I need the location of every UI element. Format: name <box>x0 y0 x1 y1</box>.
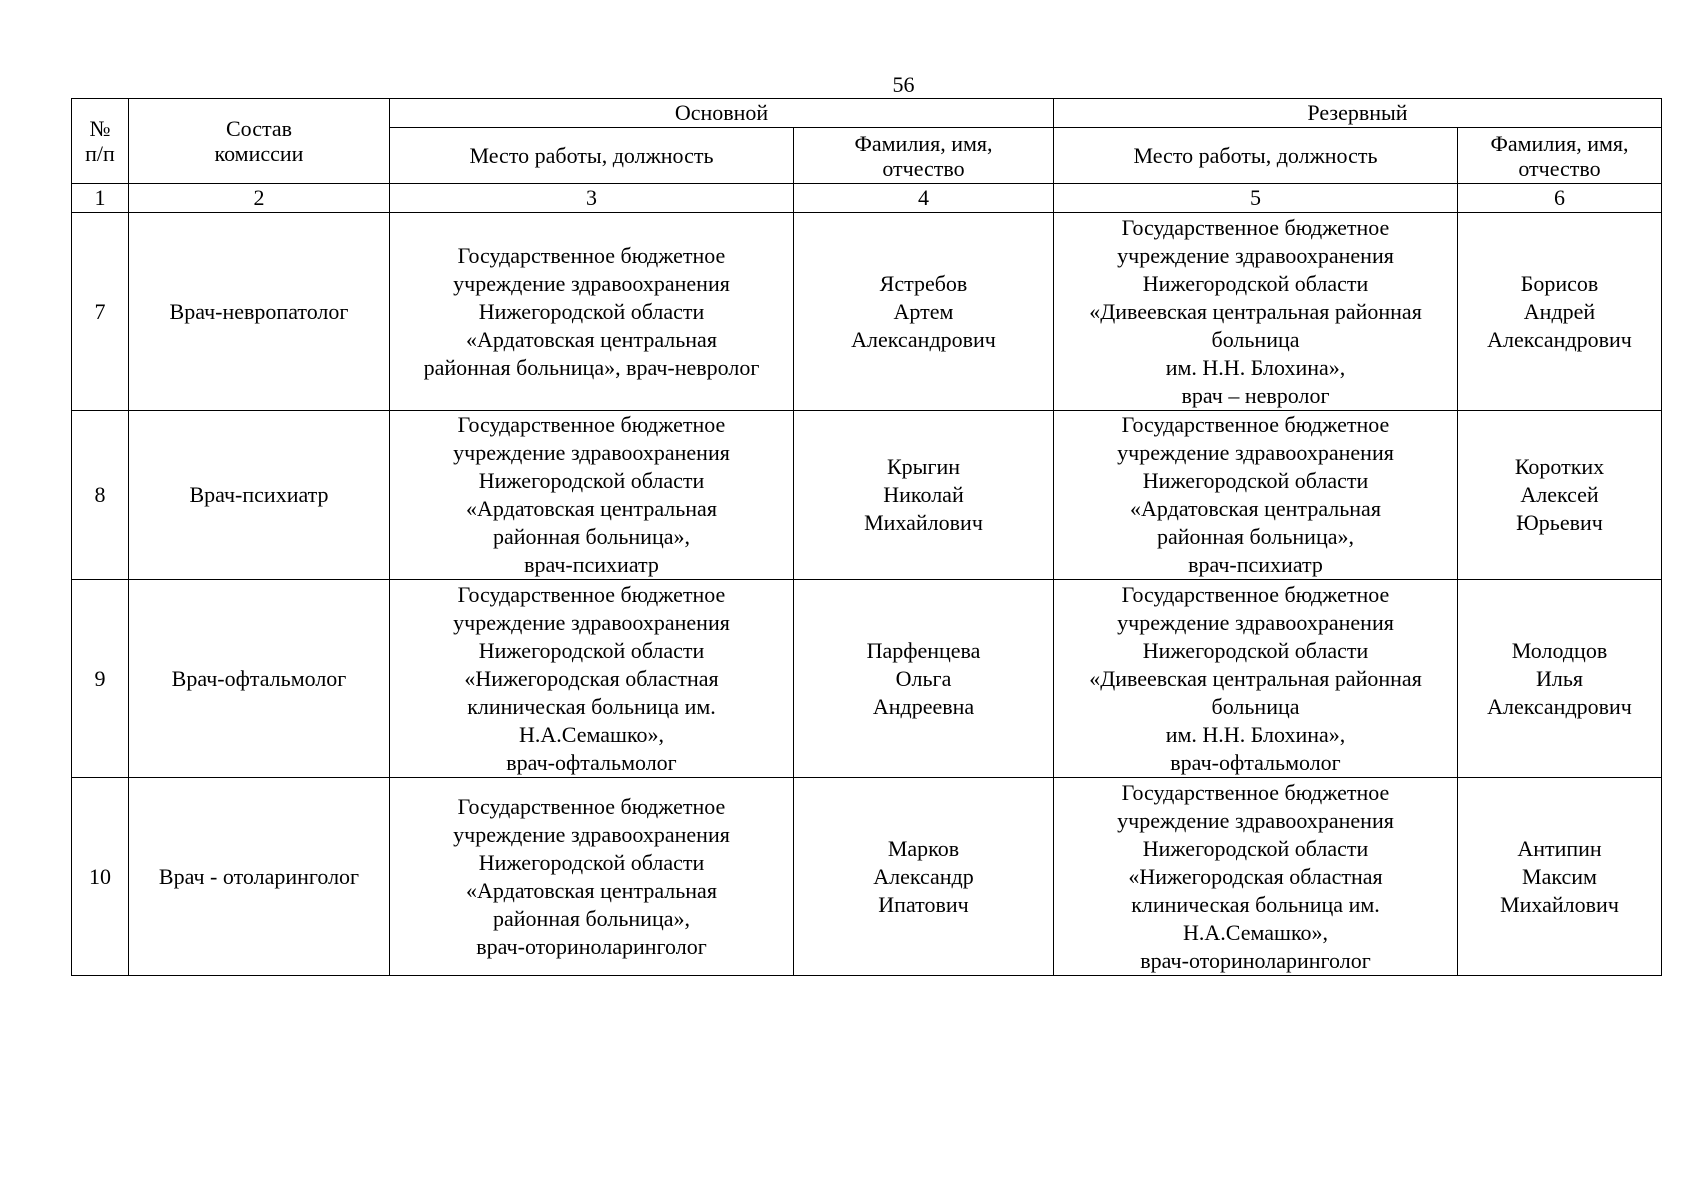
row-reserve-workplace: Государственное бюджетное учреждение здравоохранения Нижегородской области «Нижегородская областная клиническая больница им. Н.А.Семашко», врач-оториноларинголог <box>1054 778 1458 976</box>
row-reserve-workplace: Государственное бюджетное учреждение здравоохранения Нижегородской области «Ардатовская центральная районная больница», врач-психиатр <box>1054 411 1458 580</box>
row-main-workplace: Государственное бюджетное учреждение здравоохранения Нижегородской области «Ардатовская центральная районная больница», врач-психиатр <box>390 411 794 580</box>
header-composition: Состав комиссии <box>129 99 390 184</box>
column-number: 2 <box>129 184 390 213</box>
table-row <box>72 213 1662 411</box>
page-number: 56 <box>892 72 915 97</box>
row-reserve-workplace: Государственное бюджетное учреждение здравоохранения Нижегородской области «Дивеевская центральная районная больница им. Н.Н. Блохина», врач – невролог <box>1054 213 1458 411</box>
row-composition: Врач-невропатолог <box>129 213 390 411</box>
row-main-name: Крыгин Николай Михайлович <box>794 411 1054 580</box>
row-reserve-workplace: Государственное бюджетное учреждение здравоохранения Нижегородской области «Дивеевская центральная районная больница им. Н.Н. Блохина», врач-офтальмолог <box>1054 580 1458 778</box>
row-main-name: Ястребов Артем Александрович <box>794 213 1054 411</box>
row-main-name: Парфенцева Ольга Андреевна <box>794 580 1054 778</box>
header-main-workplace: Место работы, должность <box>390 128 794 184</box>
column-number: 6 <box>1458 184 1662 213</box>
row-composition: Врач-офтальмолог <box>129 580 390 778</box>
header-num: № п/п <box>72 99 129 184</box>
row-main-name: Марков Александр Ипатович <box>794 778 1054 976</box>
row-reserve-name: Борисов Андрей Александрович <box>1458 213 1662 411</box>
header-row-top <box>72 99 1662 128</box>
row-main-workplace: Государственное бюджетное учреждение здравоохранения Нижегородской области «Ардатовская центральная районная больница», врач-оториноларинголог <box>390 778 794 976</box>
table-row <box>72 411 1662 580</box>
row-reserve-name: Коротких Алексей Юрьевич <box>1458 411 1662 580</box>
table-row <box>72 580 1662 778</box>
column-number: 1 <box>72 184 129 213</box>
row-main-workplace: Государственное бюджетное учреждение здравоохранения Нижегородской области «Нижегородская областная клиническая больница им. Н.А.Семашко», врач-офтальмолог <box>390 580 794 778</box>
row-num: 7 <box>72 213 129 411</box>
column-number: 4 <box>794 184 1054 213</box>
table-row <box>72 778 1662 976</box>
column-number: 3 <box>390 184 794 213</box>
commission-table <box>71 98 1662 976</box>
header-main: Основной <box>390 99 1054 128</box>
row-composition: Врач-психиатр <box>129 411 390 580</box>
row-num: 9 <box>72 580 129 778</box>
row-num: 10 <box>72 778 129 976</box>
row-reserve-name: Антипин Максим Михайлович <box>1458 778 1662 976</box>
column-numbers-row <box>72 184 1662 213</box>
row-composition: Врач - отоларинголог <box>129 778 390 976</box>
column-number: 5 <box>1054 184 1458 213</box>
header-reserve-name: Фамилия, имя, отчество <box>1458 128 1662 184</box>
row-reserve-name: Молодцов Илья Александрович <box>1458 580 1662 778</box>
header-reserve: Резервный <box>1054 99 1662 128</box>
row-num: 8 <box>72 411 129 580</box>
row-main-workplace: Государственное бюджетное учреждение здравоохранения Нижегородской области «Ардатовская центральная районная больница», врач-невролог <box>390 213 794 411</box>
header-main-name: Фамилия, имя, отчество <box>794 128 1054 184</box>
header-reserve-workplace: Место работы, должность <box>1054 128 1458 184</box>
